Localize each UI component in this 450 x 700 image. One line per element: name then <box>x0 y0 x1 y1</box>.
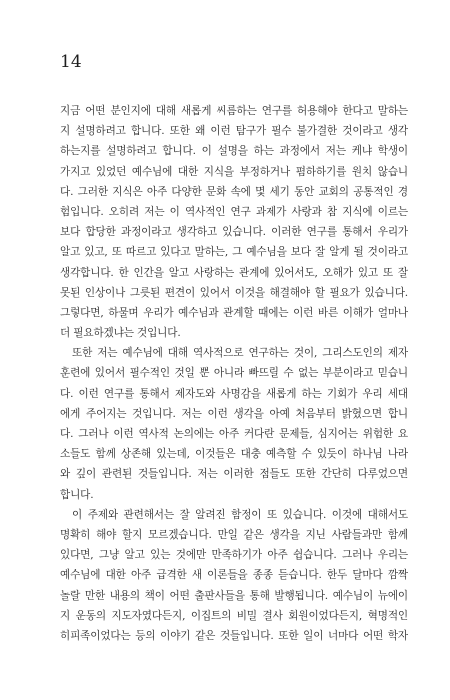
text-line: 다. 이런 연구를 통해서 제자도와 사명감을 새롭게 하는 기회가 우리 세대 <box>60 387 408 400</box>
text-line: 에게 주어지는 것입니다. 저는 이런 생각을 아예 처음부터 밝혔으면 합니 <box>60 407 408 420</box>
text-line: 못된 인상이나 그릇된 편견이 있어서 이것을 해결해야 할 필요가 있습니다. <box>60 286 408 299</box>
text-line: 소들도 함께 상존해 있는데, 이것들은 대충 예측할 수 있듯이 하나님 나라 <box>60 448 408 461</box>
text-line: 다. 그러한 지식은 아주 다양한 문화 속에 몇 세기 동안 교회의 공통적인 경 <box>60 185 408 198</box>
text-line: 이 주제와 관련해서는 잘 알려진 함정이 또 있습니다. 이것에 대해서도 <box>72 508 408 521</box>
text-line: 또한 저는 예수님에 대해 역사적으로 연구하는 것이, 그리스도인의 제자 <box>72 347 408 360</box>
text-line: 훈련에 있어서 필수적인 것일 뿐 아니라 빠뜨릴 수 없는 부분이라고 믿습니 <box>60 367 408 380</box>
text-line: 지금 어떤 분인지에 대해 새롭게 씨름하는 연구를 허용해야 한다고 말하는 <box>60 105 408 117</box>
text-line: 예수님에 대한 아주 급격한 새 이론들을 종종 듣습니다. 한두 달마다 깜짝 <box>60 569 408 582</box>
text-line: 더 필요하겠냐는 것입니다. <box>60 327 181 340</box>
body-text <box>60 101 408 646</box>
text-line: 알고 있고, 또 따르고 있다고 말하는, 그 예수님을 보다 잘 알게 될 것이라고 <box>60 246 408 259</box>
text-line: 지 설명하려고 합니다. 또한 왜 이런 탐구가 필수 불가결한 것이라고 생각 <box>60 125 408 138</box>
text-line: 명확히 해야 할지 모르겠습니다. 만일 같은 생각을 지닌 사람들과만 함께 <box>60 528 408 541</box>
text-line: 와 깊이 관련된 것들입니다. 저는 이러한 점들도 또한 간단히 다루었으면 <box>60 468 408 481</box>
page-number: 14 <box>60 52 82 72</box>
text-line: 그렇다면, 하물며 우리가 예수님과 관계할 때에는 이런 바른 이해가 얼마나 <box>60 306 408 319</box>
text-line: 가지고 있었던 예수님에 대한 지식을 부정하거나 폄하하기를 원치 않습니 <box>60 165 408 178</box>
text-line: 놀랄 만한 내용의 책이 어떤 출판사들을 통해 발행됩니다. 예수님이 뉴에이 <box>60 589 408 602</box>
text-line: 있다면, 그냥 알고 있는 것에만 만족하기가 아주 쉽습니다. 그러나 우리는 <box>60 549 408 562</box>
text-line: 히피족이었다는 등의 이야기 같은 것들입니다. 또한 일이 너마다 어떤 학자 <box>60 629 408 642</box>
text-line: 다. 그러나 이런 역사적 논의에는 아주 커다란 문제들, 심지어는 위험한 요 <box>60 428 408 440</box>
text-line: 합니다. <box>60 488 94 501</box>
text-line: 보다 합당한 과정이라고 생각하고 있습니다. 이러한 연구를 통해서 우리가 <box>60 226 408 239</box>
text-line: 지 운동의 지도자였다든지, 이집트의 비밀 결사 회원이었다든지, 혁명적인 <box>60 609 408 622</box>
text-line: 험입니다. 오히려 저는 이 역사적인 연구 과제가 사랑과 참 지식에 이르는 <box>60 205 408 218</box>
text-line: 생각합니다. 한 인간을 알고 사랑하는 관계에 있어서도, 오해가 있고 또 잘 <box>60 266 408 279</box>
text-line: 하는지를 설명하려고 합니다. 이 설명을 하는 과정에서 저는 케냐 학생이 <box>60 145 408 158</box>
